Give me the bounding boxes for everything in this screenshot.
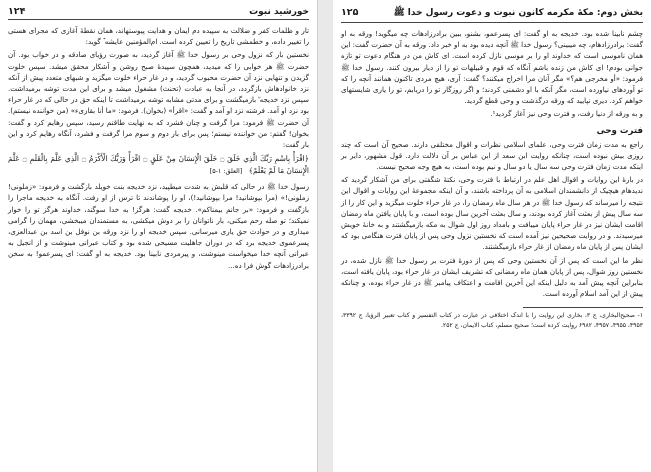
left-header-title: خورشید نبوت — [249, 7, 309, 17]
footnote-rule — [523, 307, 643, 308]
right-paragraph-2: و به ورقه از دنیا رفت، و فترت وحی نیز آغاز گردید¹. — [490, 109, 643, 119]
right-header-title: بخش دوم: مکهٔ مکرمه کانون نبوت و دعوت رسول خدا ﷺ — [393, 8, 643, 18]
right-paragraph-3: راجع به مدت زمان فترت وحی، علمای اسلامی نظرات و اقوال مختلفی دارند. صحیح آن است که چند روزی بیش نبوده است، چنانکه روایت ابن سعد از ابن عباس بر آن دلالت دارد. قول مشهور، دایر بر اینکه مدت زمان فترت وحی سه سال یا دو سال و نیم بوده است، به هیچ وجه صحیح نیست. — [341, 139, 643, 172]
right-paragraph-4: در بارهٔ این روایات و اقوال اهل علم در ارتباط با فترت وحی، نکتهٔ شگفتی برای من آشکار گردید که ندیدهام هیچیک از دانشمندان اسلامی به آن پرداخته باشند، و آن اینکه مجموعهٔ این روایات و اقوال این نتیجه را میرساند که رسول خدا ﷺ در هر سال ماه رمضان را، در غار حراء خلوت میگزید و این کار را از سه سال پیش از بعثت آغاز کرده بودند، و سال بعثت آخرین سال بوده است، و با پایان یافتن ماه رمضان اقامت ایشان نیز در غار حراء پایان مییافت و بامداد روز اول شوال به مکه بازمیگشتند و به خانهٔ خویش میرسیدند. و در روایت صحیحین نیز آمده است که نخستین نزول وحی پس از پایان فترت هنگامی بود که ایشان پس از پایان ماه رمضان از غار حراء بازمیگشتند. — [341, 175, 643, 252]
footnote: ۱- صحیح‌البخاری، ج ۳، بخاری این روایت را با اندک اختلافی در عبارت در کتاب التفسیر و کتاب تعبیر الرؤیا، ج ۳۳۹۲، ۴۹۵۳، ۴۹۵۵، ۴۹۵۷، ۶۹۸۲ روایت کرده است؛ صحیح مسلم، کتاب الایمان، ج ۲۵۲. — [341, 312, 644, 329]
right-paragraph-5: نظر ما این است که پس از آن نخستین وحی که پس از دورهٔ فترت بر رسول خدا ﷺ نازل شده، در نخستین روز شوال، پس از پایان همان ماه رمضانی که تشریف ایشان در غار حراء بود، پایان یافته است، بنابراین آنچه پیش آمد به دلیل اینکه این آخرین اقامت و اعتکاف پیامبر ﷺ در غار حراء بوده، و چنانکه پیش از این آمد اسلام آورده است. — [341, 255, 643, 299]
quran-verse-text: ﴿اقْرَأْ بِاسْمِ رَبِّكَ الَّذِي خَلَقَ ۝ خَلَقَ الْإِنسَانَ مِنْ عَلَقٍ ۝ اقْرَأْ وَرَبُّكَ الْأَكْرَمُ ۝ الَّذِي عَلَّمَ بِالْقَلَمِ ۝ عَلَّمَ الْإِنسَانَ مَا لَمْ يَعْلَمْ﴾ — [8, 154, 310, 176]
book-gutter — [318, 0, 333, 472]
left-paragraph-3: رسول خدا ﷺ در حالی که قلبش به شدت میطپید، نزد خدیجه بنت خویلد بازگشت و فرمود: «زملونی! زملونی!» (مرا بپوشانید! مرا بپوشانید!)، او را پوشاندند تا ترس از او رفت. آنگاه به خدیجه ماجرا را بازگفت و فرمود: «بر جانم بیمناکم». خدیجه گفت: هرگز! به خدا سوگند، خداوند هرگز تو را خوار نمیکند؛ تو صله رحم میکنی، بار ناتوانان را بر دوش میکشی، به مستمندان میبخشی، مهمان را گرامی میداری و در حوادث حق یاری میرسانی. سپس خدیجه او را نزد ورقه بن نوفل بن اسد بن عبدالعزی، پسرعموی خدیجه برد که در دوران جاهلیت مسیحی شده بود و کتاب عبرانی مینوشت و از انجیل به عبرانی آنچه خدا میخواست مینوشت، و پیرمردی نابینا بود. خدیجه به او گفت: ای پسرعمو! به سخن برادرزادهات گوش فرا ده... — [8, 182, 309, 270]
left-running-head — [8, 6, 309, 20]
left-paragraph-1: تار و ظلمات کفر و ضلالت به سپیده دم ایمان و هدایت پیوستهاند، همان نقطهٔ آغازی که مجرای هستی را تغییر داده، و خطمشی تاریخ را تعیین کرده است. ام‌المؤمنین عایشه ؓ گوید: — [8, 26, 309, 47]
left-page-number: ۱۲۴ — [8, 6, 26, 17]
right-page — [333, 0, 651, 472]
left-page — [0, 0, 318, 472]
left-paragraph-2: نخستین بار که نزول وحی بر رسول خدا ﷺ آغاز گردید، به صورت رؤیای صادقه و در خواب بود. آن حضرت ﷺ هر خوابی را که میدید، همچون سپیدهٔ صبح روشن و آشکار محقق میشد. سپس خلوت گزیدن و تنهایی نزد آن حضرت محبوب گردید، و در غار حراء خلوت میگزید و شبهای متعدد پیش از آنکه نزد خانوادهاش بازگردد، در آنجا به عبادت (تحنث) مشغول میشد و برای این مدت توشه برمیداشت. سپس نزد خدیجه ؓ بازمیگشت و برای مدتی مشابه توشه برمیداشت تا اینکه حق در حالی که در غار حراء بود نزد او آمد. فرشته نزد او آمد و گفت: «اقرأ» (بخوان). فرمود: «ما أنا بقاریء» (من خواننده نیستم). آن حضرت ﷺ فرمود: مرا گرفت و چنان فشرد که به نهایت طاقتم رسید، سپس رهایم کرد و گفت: بخوان! گفتم: من خواننده نیستم؛ پس برای بار دوم و سوم مرا گرفت و فشرد، آنگاه رهایم کرد و این بار گفت: — [8, 50, 309, 150]
right-running-head — [341, 6, 643, 23]
quran-verse — [8, 153, 309, 177]
section-heading: فترت وحی — [596, 125, 643, 136]
quran-verse-reference: [العلق: ۱-۵] — [209, 167, 243, 176]
right-page-number: ۱۲۵ — [341, 7, 359, 18]
right-paragraph-1: چشم نابینا شده بود. خدیجه به او گفت: ای پسرعمو، بشنو، ببین برادرزادهات چه میگوید! ورقه به او گفت: برادرزادهام، چه میبینی؟ رسول خدا ﷺ آنچه دیده بود به او خبر داد. ورقه به آن حضرت گفت: این همان ناموسی است که خداوند او را بر موسی نازل کرده است. ای کاش من در هنگام دعوت تو تازه جوانی بودم! ای کاش من زنده باشم آنگاه که قوم و قبیلهات تو را از دیار بیرون کنند. رسول خدا ﷺ فرمود: «أو مخرجی هم؟» مگر آنان مرا اخراج میکنند؟ گفت: آری، هیچ مردی تاکنون همانند آنچه را که تو آوردهای نیاورده است، مگر آنکه با او دشمنی کردند؛ و اگر روزگار تو را دریابم، تو را یاری شایستهای خواهم کرد. دیری نپایید که ورقه درگذشت و وحی قطع گردید. — [341, 29, 643, 106]
